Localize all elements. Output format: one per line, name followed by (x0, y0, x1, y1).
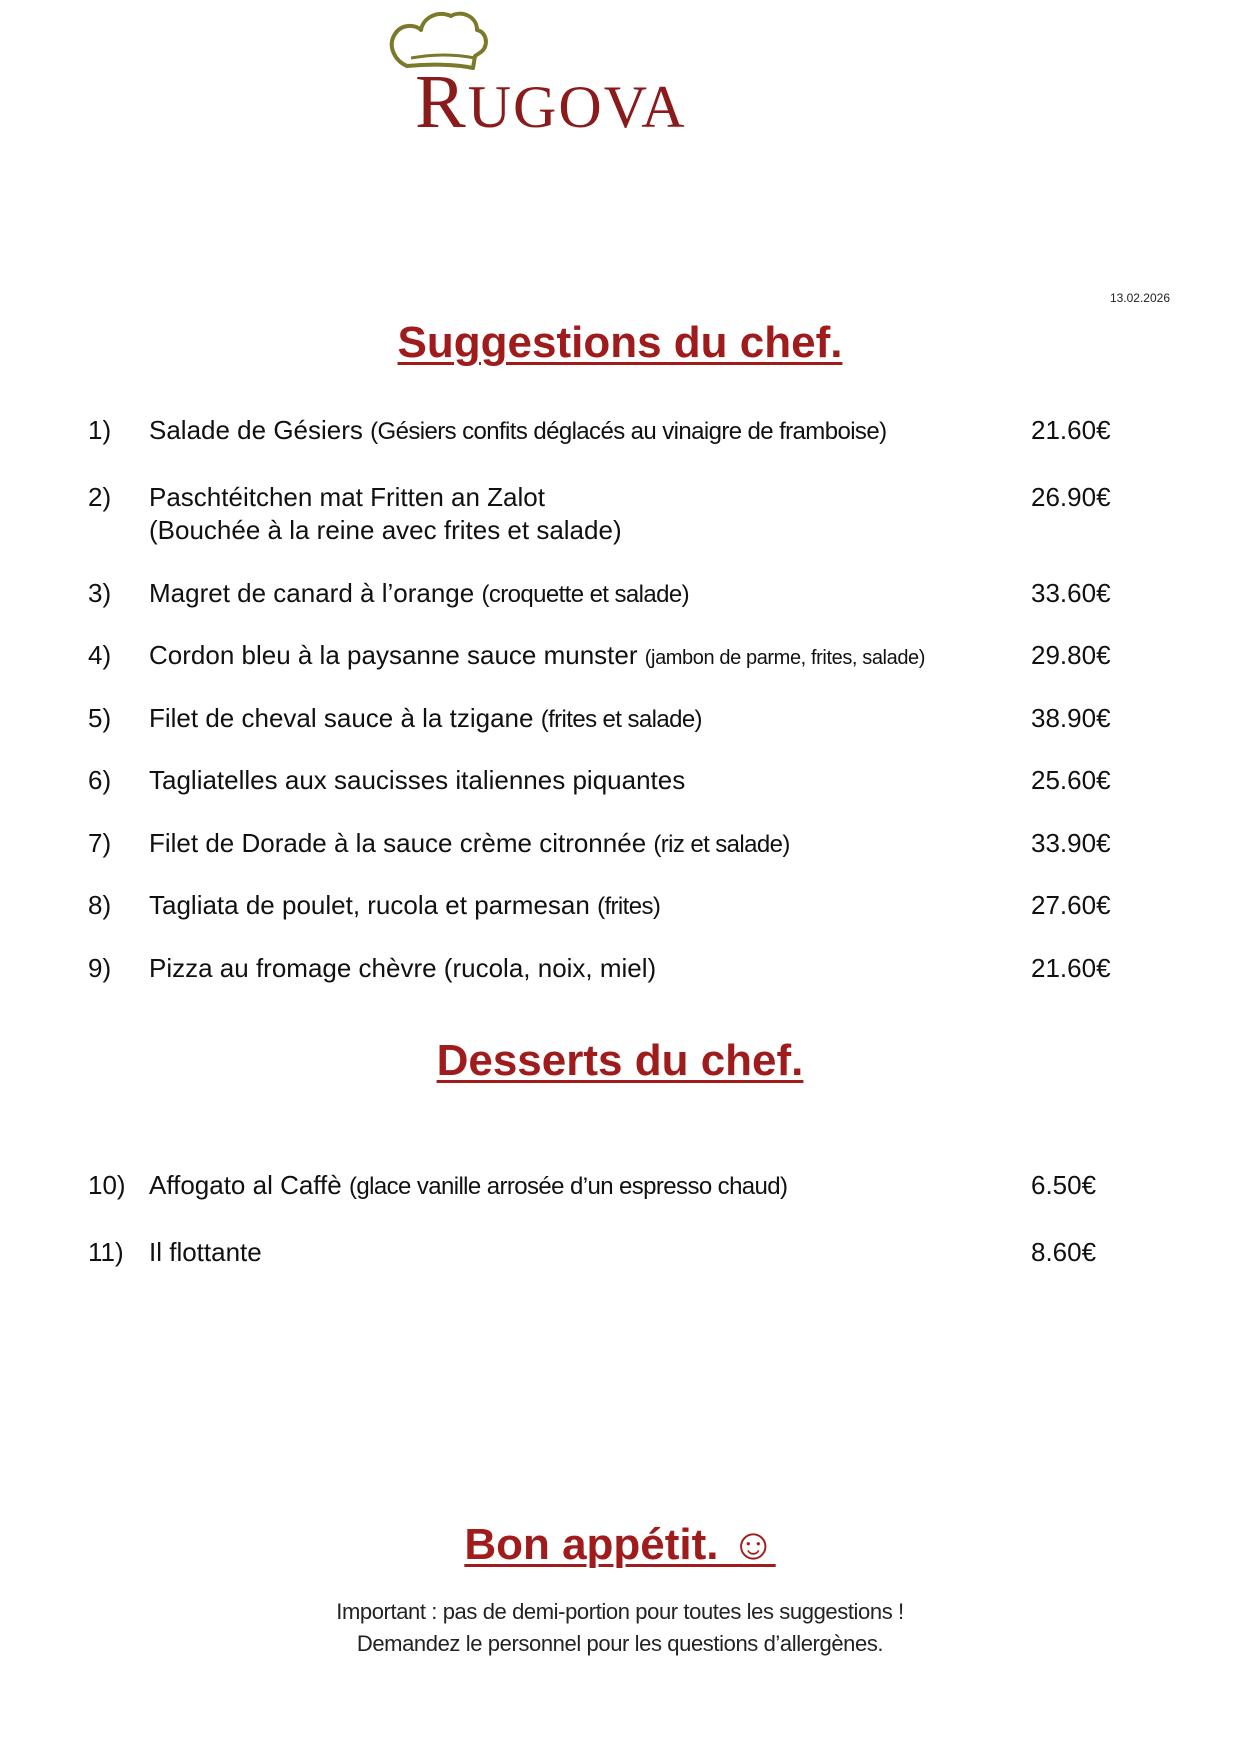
item-name: Filet de Dorade à la sauce crème citronnée (149, 828, 647, 858)
logo-wordmark: RUGOVA (415, 60, 687, 144)
item-description: (riz et salade) (653, 831, 790, 858)
item-name: Il flottante (149, 1237, 262, 1267)
closing-title: Bon appétit. ☺ (464, 1520, 776, 1569)
item-number: 2) (88, 482, 112, 512)
footer-note-allergens: Demandez le personnel pour les questions d’allergènes. (356, 1631, 884, 1656)
item-price: 25.60€ (1031, 765, 1111, 795)
item-price: 8.60€ (1031, 1237, 1097, 1267)
footer-notes (0, 1596, 1240, 1660)
item-number: 9) (88, 953, 112, 983)
item-name: Filet de cheval sauce à la tzigane (149, 703, 534, 733)
item-price: 38.90€ (1031, 703, 1111, 733)
item-price: 33.90€ (1031, 828, 1111, 858)
item-price: 26.90€ (1031, 482, 1111, 512)
logo (385, 6, 725, 144)
item-number: 10) (88, 1170, 126, 1200)
item-name: Pizza au fromage chèvre (rucola, noix, miel) (149, 953, 657, 983)
item-number: 1) (88, 415, 112, 445)
menu-date: 13.02.2026 (1109, 291, 1170, 305)
item-number: 3) (88, 578, 112, 608)
item-price: 27.60€ (1031, 890, 1111, 920)
footer-note-portion: Important : pas de demi-portion pour toutes les suggestions ! (336, 1599, 904, 1624)
item-name: Paschtéitchen mat Fritten an Zalot (149, 482, 545, 512)
item-name: Cordon bleu à la paysanne sauce munster (149, 640, 638, 670)
item-description: (glace vanille arrosée d’un espresso chaud) (348, 1173, 788, 1200)
section-title-desserts: Desserts du chef. (436, 1036, 804, 1085)
item-price: 33.60€ (1031, 578, 1111, 608)
section-title-suggestions: Suggestions du chef. (397, 318, 843, 367)
item-name: Salade de Gésiers (149, 415, 363, 445)
item-name: Tagliata de poulet, rucola et parmesan (149, 890, 590, 920)
item-price: 21.60€ (1031, 953, 1111, 983)
item-name: Affogato al Caffè (149, 1170, 342, 1200)
item-description: (frites) (597, 893, 661, 920)
item-name: Magret de canard à l’orange (149, 578, 475, 608)
item-number: 6) (88, 765, 112, 795)
item-name: Tagliatelles aux saucisses italiennes piquantes (149, 765, 686, 795)
item-price: 21.60€ (1031, 415, 1111, 445)
item-price: 29.80€ (1031, 640, 1111, 670)
item-description: (croquette et salade) (481, 581, 689, 608)
item-number: 11) (88, 1237, 124, 1267)
item-number: 4) (88, 640, 112, 670)
item-price: 6.50€ (1031, 1170, 1097, 1200)
item-description: (jambon de parme, frites, salade) (644, 647, 926, 669)
item-description: (Bouchée à la reine avec frites et salade) (149, 515, 622, 545)
item-number: 7) (88, 828, 112, 858)
item-number: 8) (88, 890, 112, 920)
item-number: 5) (88, 703, 112, 733)
item-description: (Gésiers confits déglacés au vinaigre de framboise) (370, 418, 887, 445)
item-description: (frites et salade) (540, 706, 702, 733)
